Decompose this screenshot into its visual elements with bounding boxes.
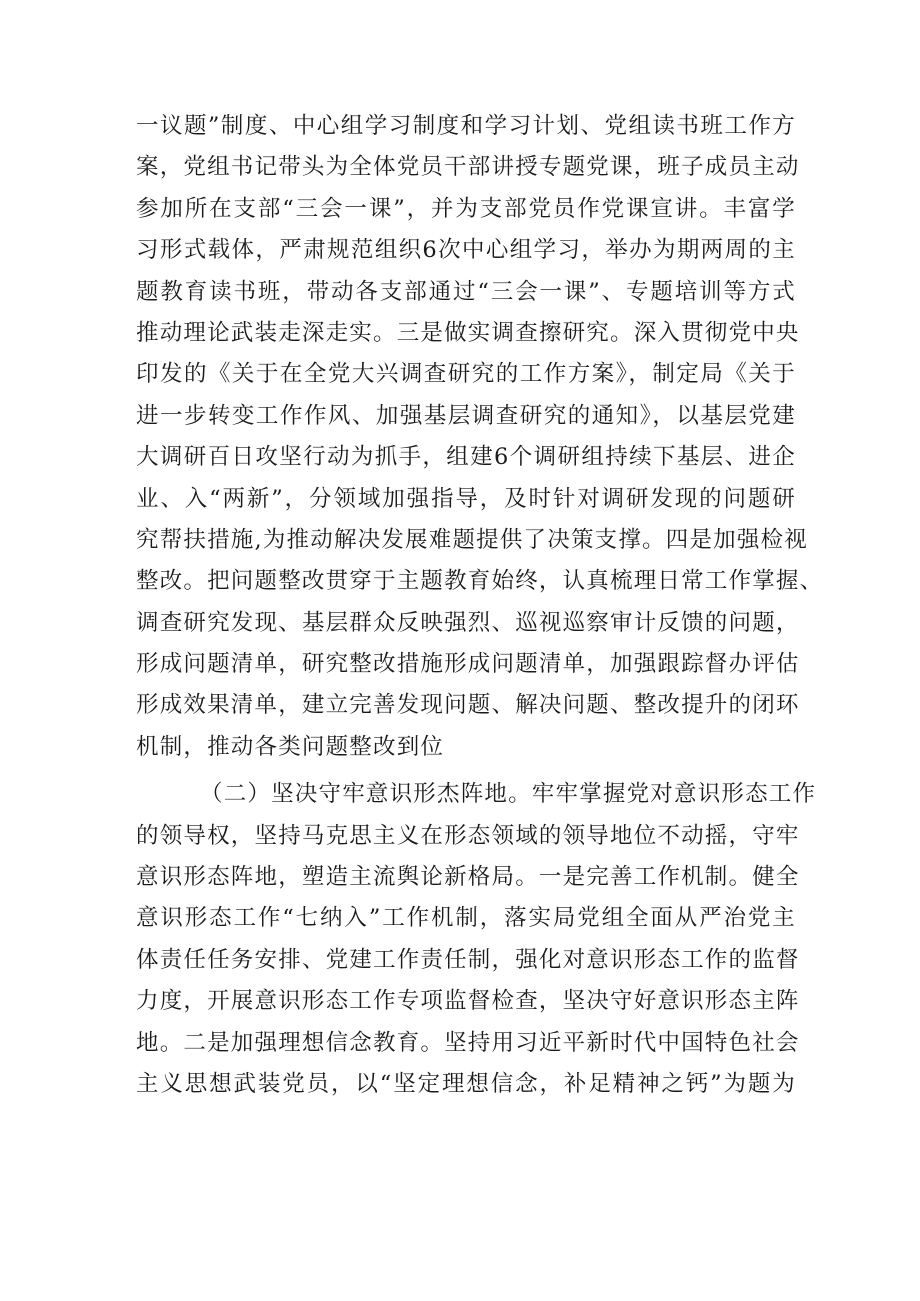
text-line: 参加所在支部“三会一课”，并为支部党员作党课宣讲。丰富学 — [136, 195, 796, 222]
text-line: 的领导权，坚持马克思主义在形态领域的领导地位不动摇，守牢 — [136, 822, 800, 849]
text-line: 一议题”制度、中心组学习制度和学习计划、党组读书班工作方 — [136, 113, 796, 139]
document-body — [136, 106, 824, 1105]
text-line: 形成效果清单，建立完善发现问题、解决问题、整改提升的闭环 — [136, 692, 800, 719]
text-line: 意识形态阵地，塑造主流舆论新格局。一是完善工作机制。健全 — [136, 864, 800, 891]
text-line: 力度，开展意识形态工作专项监督检查，坚决守好意识形态主阵 — [136, 988, 800, 1015]
text-line: 体责任任务安排、党建工作责任制，强化对意识形态工作的监督 — [136, 946, 800, 973]
paragraph-1 — [136, 106, 824, 768]
paragraph-2 — [136, 774, 817, 1105]
text-line: 整改。把问题整改贯穿于主题教育始终，认真梳理日常工作掌握、 — [136, 568, 824, 595]
text-line: 题教育读书班，带动各支部通过“三会一课”、专题培训等方式 — [136, 278, 796, 305]
text-line: 案，党组书记带头为全体党员干部讲授专题党课，班子成员主动 — [136, 154, 800, 181]
text-line: 调查研究发现、基层群众反映强烈、巡视巡察审计反馈的问题， — [136, 609, 800, 636]
text-line: 印发的《关于在全党大兴调查研究的工作方案》，制定局《关于 — [136, 361, 796, 388]
text-line: 地。二是加强理想信念教育。坚持用习近平新时代中国特色社会 — [136, 1029, 800, 1056]
text-line: 进一步转变工作作风、加强基层调查研究的通知》，以基层党建 — [136, 402, 796, 429]
text-line: 意识形态工作“七纳入”工作机制，落实局党组全面从严治党主 — [136, 905, 796, 932]
text-line: 机制，推动各类问题整改到位 — [136, 733, 445, 760]
text-line: 推动理论武装走深走实。三是做实调查擦研究。深入贯彻党中央 — [136, 319, 800, 346]
text-line: 大调研百日攻坚行动为抓手，组建6个调研组持续下基层、进企 — [136, 444, 796, 471]
text-line: 形成问题清单，研究整改措施形成问题清单，加强跟踪督办评估 — [136, 651, 800, 678]
text-line: 主义思想武装党员，以“坚定理想信念，补足精神之钙”为题为 — [136, 1070, 796, 1097]
text-line: 业、入“两新”，分领域加强指导，及时针对调研发现的问题研 — [136, 485, 796, 512]
text-line: （二）坚决守牢意识形杰阵地。牢牢掌握党对意识形态工作 — [200, 781, 817, 808]
text-line: 习形式载体，严肃规范组织6次中心组学习，举办为期两周的主 — [136, 237, 796, 264]
text-line: 究帮扶措施,为推动解决发展难题提供了决策支撑。四是加强检视 — [136, 526, 808, 553]
